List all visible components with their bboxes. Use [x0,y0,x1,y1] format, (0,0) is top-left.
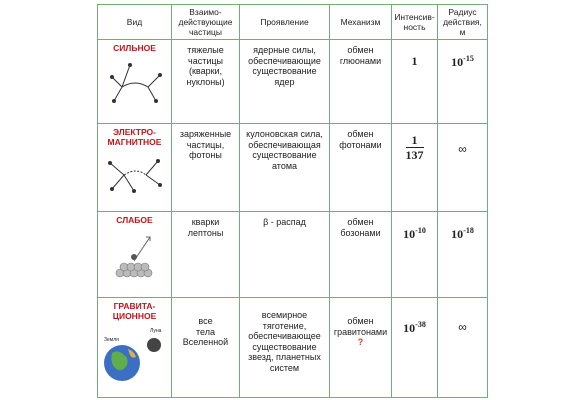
electromagnetic-diagram-icon [104,149,166,199]
cell-intensity: $10^{-38}$ [392,298,438,398]
cell-mechanism: обмен бозонами [330,212,392,298]
strong-interaction-diagram-icon [104,55,166,107]
cell-intensity: 1 [392,40,438,124]
unknown-mark: ? [357,337,364,347]
cell-intensity [392,124,438,212]
kind-label: ГРАВИТА- ЦИОННОЕ [112,301,157,321]
kind-label: ЭЛЕКТРО- МАГНИТНОЕ [107,127,162,147]
table-row-electromagnetic [98,124,488,212]
intensity-fraction: $\frac{1}{137}$ [405,133,424,162]
cell-radius: ∞ [438,124,488,212]
cell-manifestation: β - распад [240,212,330,298]
cell-mechanism: обмен фотонами [330,124,392,212]
table-row-strong [98,40,488,124]
cell-particles: тяжелые частицы (кварки, нуклоны) [172,40,240,124]
table-row-gravitational [98,298,488,398]
kind-label: СИЛЬНОЕ [113,43,156,53]
table-row-weak [98,212,488,298]
svg-text:Луна: Луна [149,328,161,334]
cell-manifestation: всемирное тяготение, обеспечивающее существование звезд, планетных систем [240,298,330,398]
header-intensity: Интенсив- ность [392,5,438,40]
cell-manifestation: ядерные силы, обеспечивающие существование ядер [240,40,330,124]
header-radius: Радиус действия, м [438,5,488,40]
cell-manifestation: кулоновская сила, обеспечивающая существование атома [240,124,330,212]
cell-particles: заряженные частицы, фотоны [172,124,240,212]
cell-mechanism: обмен глюонами [330,40,392,124]
cell-radius: $10^{-15}$ [438,40,488,124]
cell-radius: ∞ [438,298,488,398]
earth-moon-icon [102,323,168,385]
cell-intensity: $10^{-10}$ [392,212,438,298]
header-manifestation: Проявление [240,5,330,40]
header-mechanism: Механизм [330,5,392,40]
header-kind: Вид [98,5,172,40]
svg-text:Земля: Земля [103,337,119,343]
weak-decay-diagram-icon [104,227,166,283]
cell-kind [98,212,172,298]
cell-particles: все тела Вселенной [172,298,240,398]
kind-label: СЛАБОЕ [116,215,153,225]
cell-mechanism: обмен гравитонами ? [330,298,392,398]
cell-kind [98,124,172,212]
header-row [98,5,488,40]
cell-kind [98,298,172,398]
interactions-table [97,4,488,398]
cell-particles: кварки лептоны [172,212,240,298]
cell-kind [98,40,172,124]
cell-radius: $10^{-18}$ [438,212,488,298]
header-particles: Взаимо- действующие частицы [172,5,240,40]
